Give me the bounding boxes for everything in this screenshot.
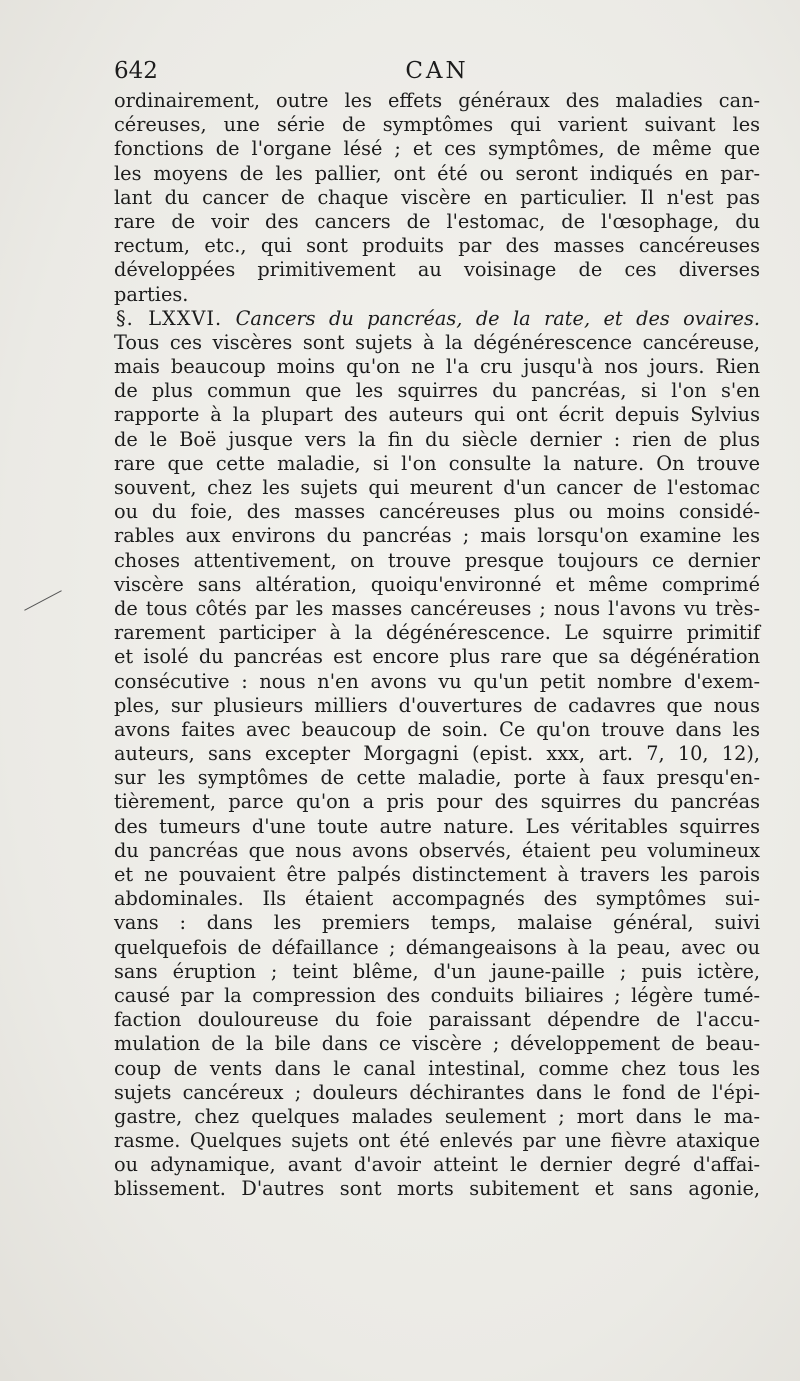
text-line: mais beaucoup moins qu'on ne l'a cru jusqu'à nos jours. Rien bbox=[114, 355, 760, 379]
body-text bbox=[114, 89, 760, 1202]
text-line: fonctions de l'organe lésé ; et ces symptômes, de même que bbox=[114, 137, 760, 161]
text-line: rarement participer à la dégénérescence. Le squirre primitif bbox=[114, 621, 760, 645]
text-line: les moyens de les pallier, ont été ou seront indiqués en par- bbox=[114, 161, 760, 185]
page-number: 642 bbox=[114, 58, 158, 84]
text-line: développées primitivement au voisinage de ces diverses bbox=[114, 258, 760, 282]
text-line: des tumeurs d'une toute autre nature. Les véritables squirres bbox=[114, 814, 760, 838]
text-line: auteurs, sans excepter Morgagni (epist. xxx, art. 7, 10, 12), bbox=[114, 742, 760, 766]
text-line: Tous ces viscères sont sujets à la dégénérescence cancéreuse, bbox=[114, 330, 760, 354]
text-line: blissement. D'autres sont morts subitement et sans agonie, bbox=[114, 1177, 760, 1201]
text-line: du pancréas que nous avons observés, étaient peu volumineux bbox=[114, 838, 760, 862]
section-title: Cancers du pancréas, de la rate, et des ovaires. bbox=[235, 306, 760, 330]
text-line: de plus commun que les squirres du pancréas, si l'on s'en bbox=[114, 379, 760, 403]
text-line: rables aux environs du pancréas ; mais lorsqu'on examine les bbox=[114, 524, 760, 548]
text-line: lant du cancer de chaque viscère en particulier. Il n'est pas bbox=[114, 185, 760, 209]
text-line: tièrement, parce qu'on a pris pour des squirres du pancréas bbox=[114, 790, 760, 814]
text-line: souvent, chez les sujets qui meurent d'un cancer de l'estomac bbox=[114, 476, 760, 499]
text-line: consécutive : nous n'en avons vu qu'un petit nombre d'exem- bbox=[114, 669, 760, 693]
text-line: sujets cancéreux ; douleurs déchirantes dans le fond de l'épi- bbox=[114, 1080, 760, 1104]
text-line: et isolé du pancréas est encore plus rare que sa dégénération bbox=[114, 645, 760, 669]
text-line: sans éruption ; teint blême, d'un jaune-paille ; puis ictère, bbox=[114, 959, 760, 983]
section-label: §. LXXVI. bbox=[116, 306, 223, 330]
text-line: ples, sur plusieurs milliers d'ouvertures de cadavres que nous bbox=[114, 693, 760, 717]
text-line: rare de voir des cancers de l'estomac, de l'œsophage, du bbox=[114, 209, 760, 233]
text-line: rectum, etc., qui sont produits par des masses cancéreuses bbox=[114, 234, 760, 258]
page-header bbox=[114, 56, 760, 86]
text-line: causé par la compression des conduits biliaires ; légère tumé- bbox=[114, 983, 760, 1007]
text-line: faction douloureuse du foie paraissant dépendre de l'accu- bbox=[114, 1008, 760, 1032]
section-heading bbox=[114, 307, 760, 331]
text-line: choses attentivement, on trouve presque toujours ce dernier bbox=[114, 548, 760, 572]
text-line: rasme. Quelques sujets ont été enlevés par une fièvre ataxique bbox=[114, 1129, 760, 1153]
text-line: mulation de la bile dans ce viscère ; développement de beau- bbox=[114, 1032, 760, 1056]
text-line: de le Boë jusque vers la fin du siècle dernier : rien de plus bbox=[114, 427, 760, 451]
text-line: sur les symptômes de cette maladie, porte à faux presqu'en- bbox=[114, 766, 760, 790]
text-line: ordinairement, outre les effets généraux des maladies can- bbox=[114, 89, 760, 112]
text-line: ou adynamique, avant d'avoir atteint le dernier degré d'affai- bbox=[114, 1153, 760, 1177]
text-line: rare que cette maladie, si l'on consulte la nature. On trouve bbox=[114, 451, 760, 475]
text-line: avons faites avec beaucoup de soin. Ce qu'on trouve dans les bbox=[114, 717, 760, 741]
text-line: parties. bbox=[114, 282, 189, 306]
text-line: de tous côtés par les masses cancéreuses ; nous l'avons vu très- bbox=[114, 596, 760, 620]
text-line: vans : dans les premiers temps, malaise général, suivi bbox=[114, 911, 760, 935]
text-line: rapporte à la plupart des auteurs qui ont écrit depuis Sylvius bbox=[114, 403, 760, 427]
text-line: céreuses, une série de symptômes qui varient suivant les bbox=[114, 113, 760, 137]
text-line: et ne pouvaient être palpés distinctement à travers les parois bbox=[114, 863, 760, 886]
text-line: coup de vents dans le canal intestinal, comme chez tous les bbox=[114, 1056, 760, 1080]
text-line: gastre, chez quelques malades seulement ; mort dans le ma- bbox=[114, 1104, 760, 1128]
running-head: CAN bbox=[405, 58, 469, 84]
text-line: abdominales. Ils étaient accompagnés des symptômes sui- bbox=[114, 887, 760, 911]
text-line: viscère sans altération, quoiqu'environné et même comprimé bbox=[114, 572, 760, 596]
margin-pencil-mark bbox=[24, 590, 62, 611]
text-line: ou du foie, des masses cancéreuses plus ou moins considé- bbox=[114, 500, 760, 524]
text-line: quelquefois de défaillance ; démangeaisons à la peau, avec ou bbox=[114, 935, 760, 959]
